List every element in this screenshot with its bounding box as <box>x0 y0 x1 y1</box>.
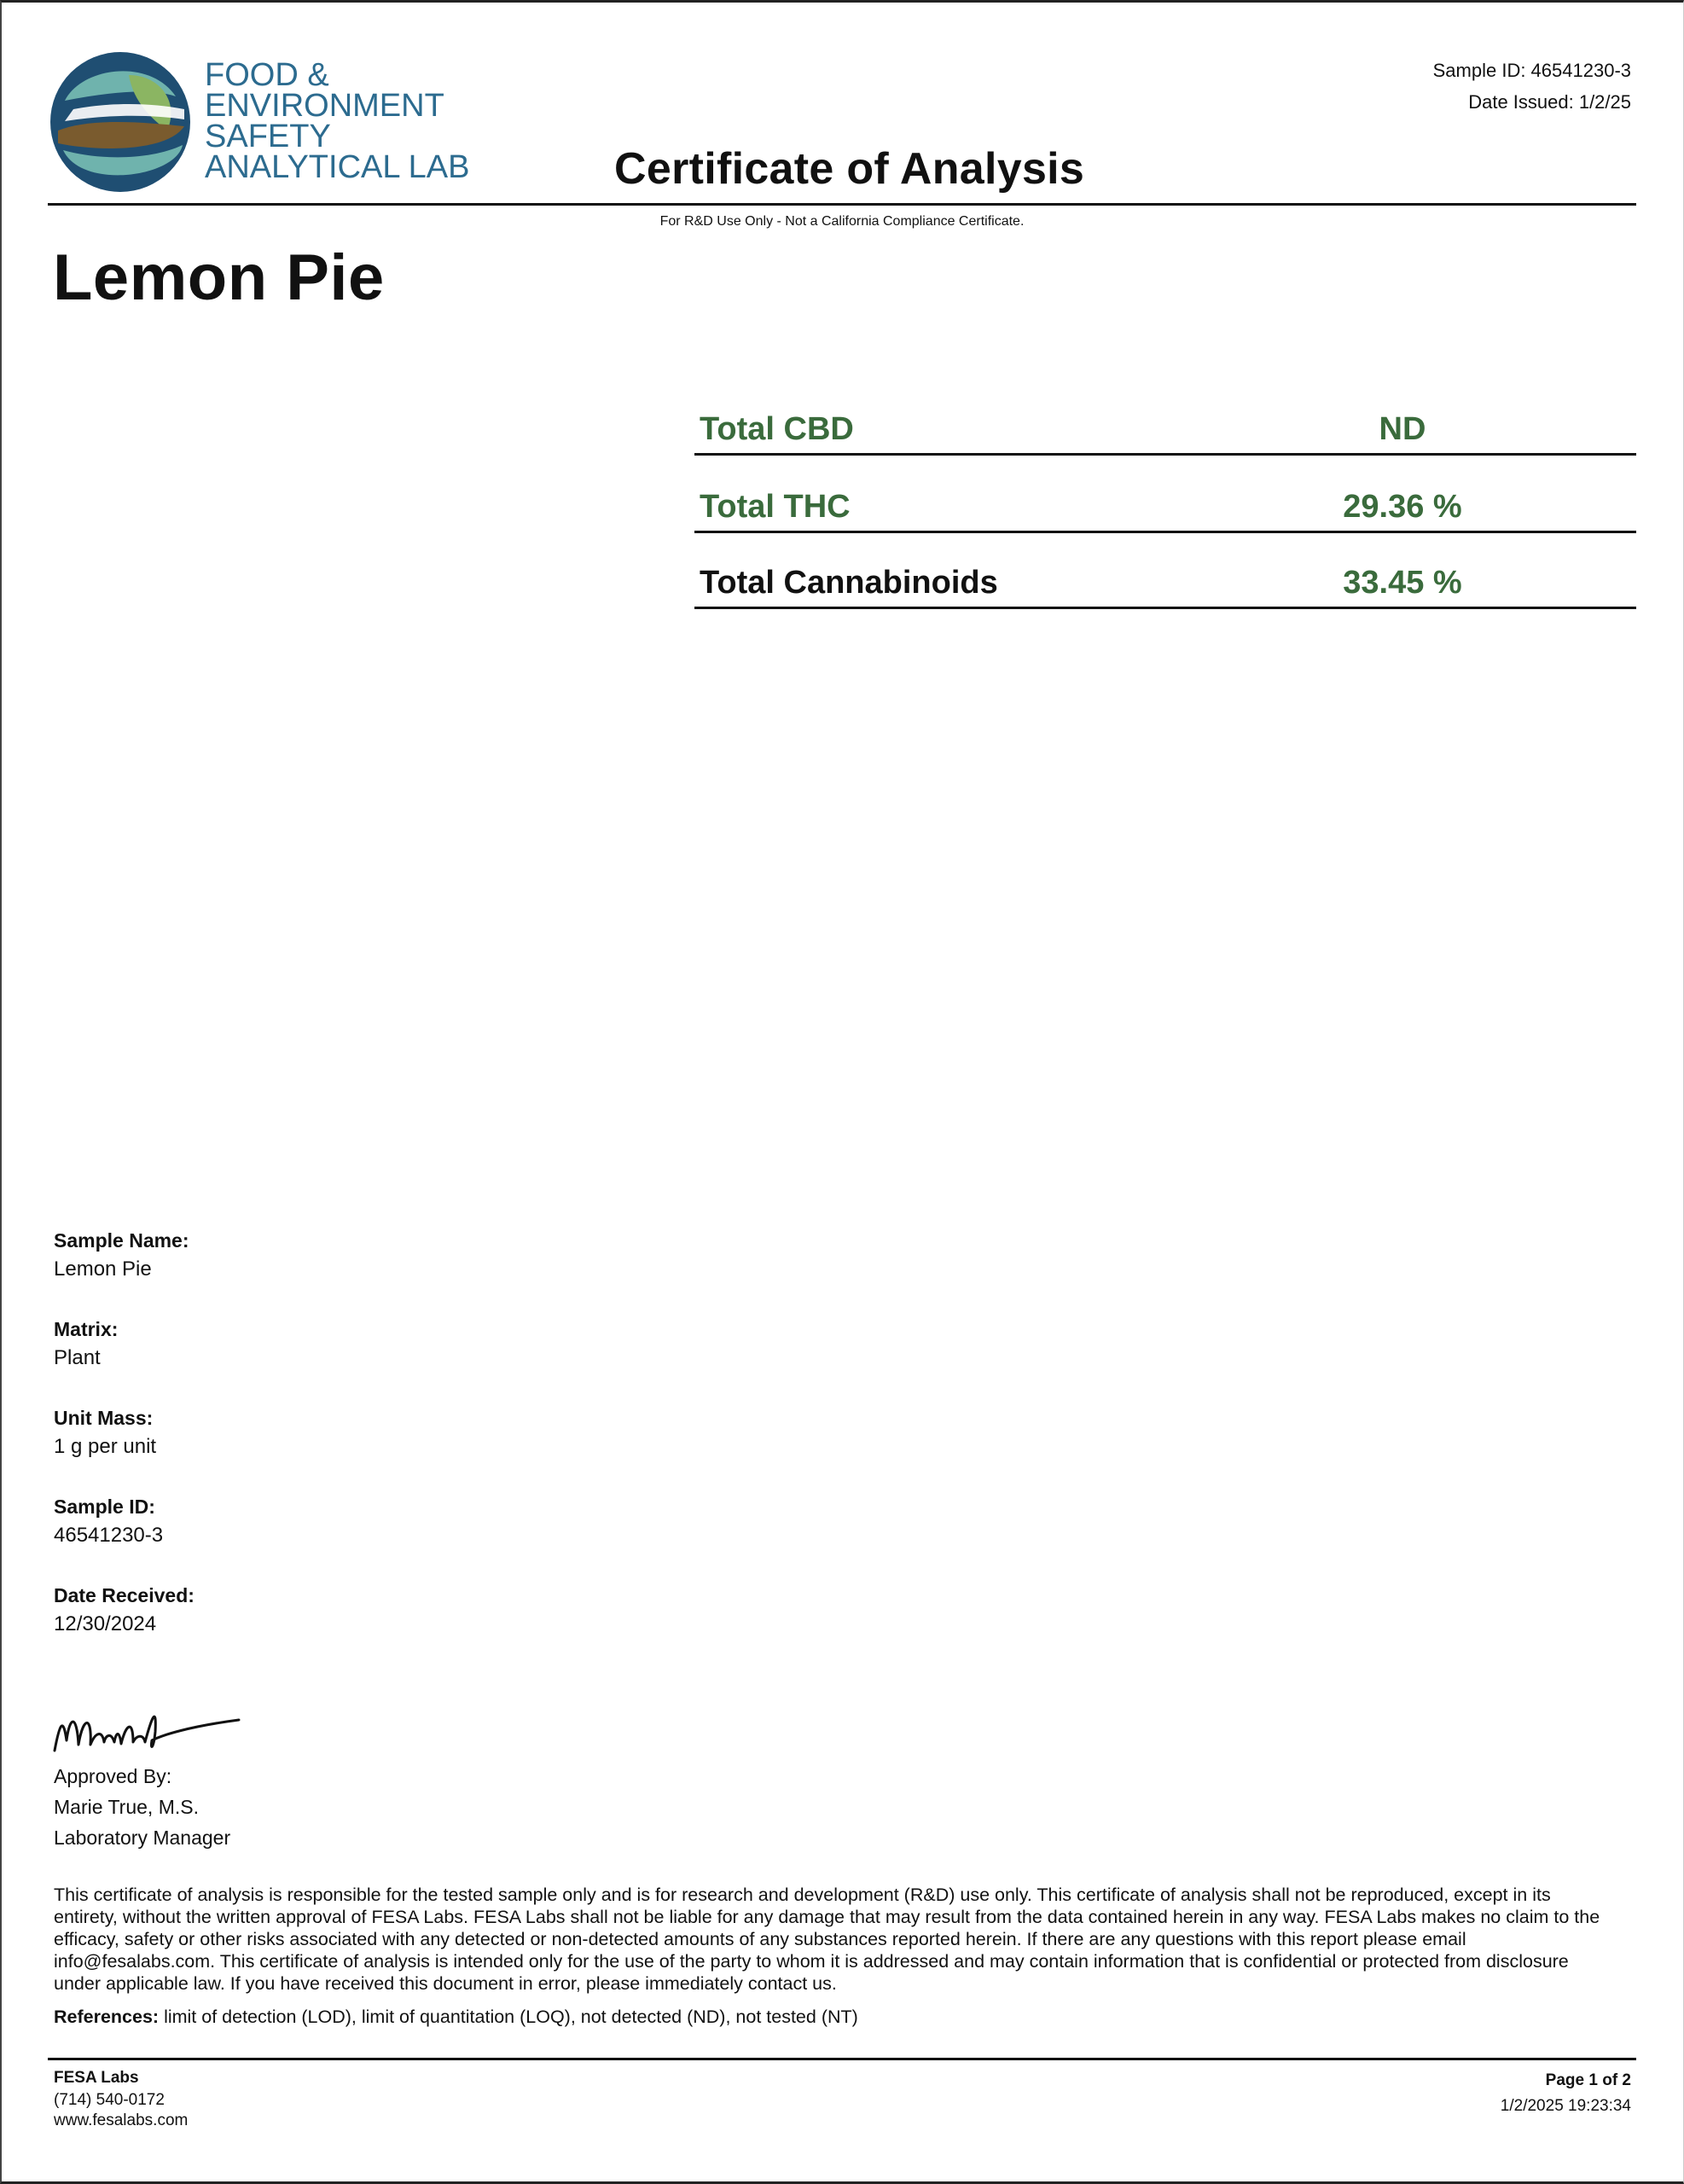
references <box>54 2005 858 2029</box>
footer-page-info <box>1501 2068 1631 2119</box>
header-meta <box>1433 55 1631 118</box>
document-title: Certificate of Analysis <box>614 144 1085 194</box>
product-title: Lemon Pie <box>53 241 385 314</box>
field-date-received <box>54 1582 566 1640</box>
summary-value: ND <box>1379 411 1426 447</box>
cannabinoid-summary <box>694 403 1636 609</box>
summary-label: Total Cannabinoids <box>700 565 998 601</box>
logo-line: FOOD & <box>205 57 329 93</box>
field-label: Sample Name: <box>54 1229 189 1252</box>
fesa-logo-icon <box>48 49 193 195</box>
field-label: Unit Mass: <box>54 1407 154 1429</box>
field-value: 1 g per unit <box>54 1435 157 1458</box>
summary-label: Total CBD <box>700 411 854 447</box>
footer-website: www.fesalabs.com <box>54 2111 189 2129</box>
field-label: Sample ID: <box>54 1496 155 1518</box>
summary-row-total-cbd <box>694 403 1636 456</box>
field-unit-mass <box>54 1404 566 1462</box>
approval-block <box>54 1761 230 1853</box>
field-value: 12/30/2024 <box>54 1612 157 1635</box>
summary-row-total-cannabinoids <box>694 533 1636 609</box>
header-date-issued: Date Issued: 1/2/25 <box>1468 91 1631 113</box>
field-label: Date Received: <box>54 1584 195 1606</box>
references-label: References: <box>54 2007 160 2027</box>
signature-icon <box>51 1698 256 1757</box>
logo-line: SAFETY <box>205 119 331 154</box>
summary-value: 33.45 % <box>1343 565 1462 601</box>
logo-line: ENVIRONMENT <box>205 88 444 124</box>
header-sample-id: Sample ID: 46541230-3 <box>1432 60 1631 81</box>
footer-divider <box>48 2058 1636 2060</box>
summary-row-total-thc <box>694 457 1636 533</box>
sample-details <box>54 1227 566 1670</box>
disclaimer-text: This certificate of analysis is responsible for the tested sample only and is for research and development (R&D) use only. This certificate of analysis shall not be reproduced, except in its entirety, without the written approval of FESA Labs. FESA Labs shall not be liable for any damage that may result from the data contained herein in any way. FESA Labs makes no claim to the efficacy, safety or other risks associated with any detected or non-detected amounts of any substances reported herein. If there are any questions with this report please email info@fesalabs.com. This certificate of analysis is intended only for the use of the party to whom it is addressed and may contain information that is confidential or protected from disclosure under applicable law. If you have received this document in error, please immediately contact us. <box>54 1885 1600 1994</box>
approver-role: Laboratory Manager <box>54 1827 231 1849</box>
footer-phone: (714) 540-0172 <box>54 2091 165 2109</box>
field-sample-id <box>54 1493 566 1551</box>
header-divider <box>48 203 1636 206</box>
field-value: Plant <box>54 1346 101 1369</box>
references-text: limit of detection (LOD), limit of quantitation (LOQ), not detected (ND), not tested (NT) <box>159 2007 858 2027</box>
page-number: Page 1 of 2 <box>1545 2071 1631 2089</box>
footer-contact <box>54 2068 188 2131</box>
footer-lab-name: FESA Labs <box>54 2069 139 2087</box>
lab-logo-wordmark <box>205 57 470 185</box>
summary-label: Total THC <box>700 489 851 525</box>
field-value: 46541230-3 <box>54 1524 164 1547</box>
field-sample-name <box>54 1227 566 1285</box>
summary-value: 29.36 % <box>1343 489 1462 525</box>
rd-use-note: For R&D Use Only - Not a California Compliance Certificate. <box>659 214 1025 229</box>
approver-name: Marie True, M.S. <box>54 1796 199 1818</box>
field-matrix <box>54 1316 566 1374</box>
logo-line: ANALYTICAL LAB <box>205 149 470 185</box>
field-label: Matrix: <box>54 1318 119 1340</box>
approved-by-label: Approved By: <box>54 1765 172 1787</box>
footer-timestamp: 1/2/2025 19:23:34 <box>1500 2097 1631 2115</box>
field-value: Lemon Pie <box>54 1258 152 1281</box>
